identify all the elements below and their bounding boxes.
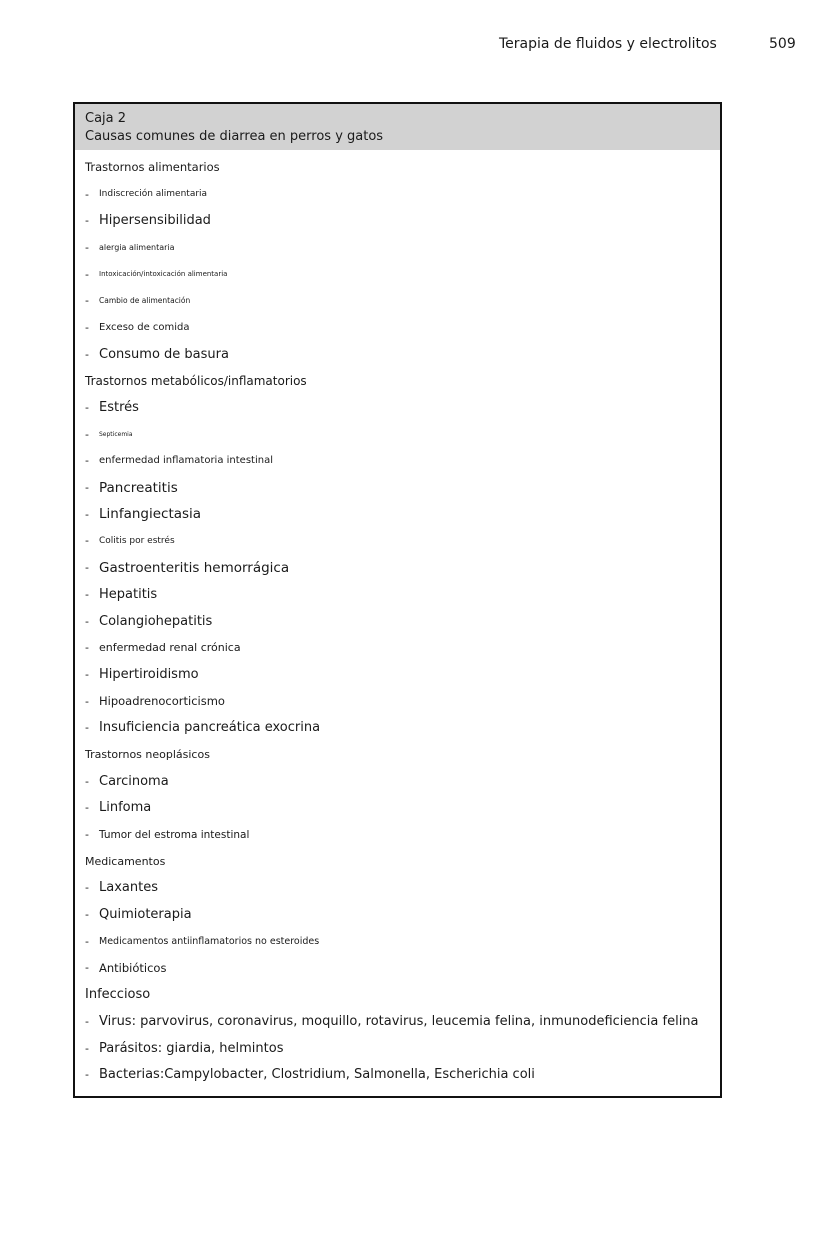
section-heading: Medicamentos — [85, 854, 166, 868]
list-item — [75, 795, 720, 822]
list-item — [75, 234, 720, 261]
list-item — [75, 581, 720, 608]
bullet-dash: - — [85, 294, 89, 308]
list-item-text: Bacterias:Campylobacter, Clostridium, Salmonella, Escherichia coli — [99, 1067, 535, 1083]
list-item-text: Medicamentos antiinflamatorios no esteroides — [99, 935, 320, 947]
bullet-dash: - — [85, 774, 89, 788]
list-item-text: Linfangiectasia — [99, 506, 202, 523]
box-title: Causas comunes de diarrea en perros y gatos — [85, 129, 384, 144]
list-item-text: Virus: parvovirus, coronavirus, moquillo, rotavirus, leucemia felina, inmunodeficiencia felina — [99, 1013, 699, 1029]
list-item — [75, 1061, 720, 1088]
list-item-text: Cambio de alimentación — [99, 296, 191, 306]
list-item — [75, 528, 720, 555]
page-number: 509 — [769, 36, 796, 52]
list-item-text: Hepatitis — [99, 586, 158, 602]
bullet-dash: - — [85, 614, 89, 628]
bullet-dash: - — [85, 828, 89, 842]
list-item-text: Laxantes — [99, 880, 158, 896]
list-item-text: enfermedad inflamatoria intestinal — [99, 455, 273, 467]
bullet-dash: - — [85, 667, 89, 681]
box-header — [75, 104, 720, 150]
list-item-text: Antibióticos — [99, 960, 167, 975]
bullet-dash: - — [85, 401, 89, 415]
list-item — [75, 1035, 720, 1062]
list-item-text: Hipersensibilidad — [99, 213, 211, 229]
list-item — [75, 821, 720, 848]
section-heading: Trastornos alimentarios — [85, 160, 220, 175]
list-item-text: Quimioterapia — [99, 907, 192, 923]
list-item — [75, 554, 720, 581]
list-item-text: Colitis por estrés — [99, 535, 175, 546]
list-item-text: Hipoadrenocorticismo — [99, 694, 225, 709]
bullet-dash: - — [85, 881, 89, 895]
list-item-text: Pancreatitis — [99, 479, 178, 496]
list-item-text: Consumo de basura — [99, 346, 229, 362]
bullet-dash: - — [85, 507, 89, 521]
section-heading: Trastornos metabólicos/inflamatorios — [85, 373, 307, 388]
list-item-text: Estrés — [99, 400, 139, 416]
list-item-text: Indiscreción alimentaria — [99, 189, 208, 200]
list-item-text: Carcinoma — [99, 773, 169, 789]
list-item — [75, 181, 720, 208]
list-item — [75, 394, 720, 421]
list-item — [75, 287, 720, 314]
list-item-text: enfermedad renal crónica — [99, 641, 241, 655]
list-item — [75, 955, 720, 982]
list-item — [75, 421, 720, 448]
bullet-dash: - — [85, 187, 89, 201]
bullet-dash: - — [85, 1068, 89, 1082]
list-item — [75, 928, 720, 955]
list-item — [75, 714, 720, 741]
list-item-text: Exceso de comida — [99, 321, 190, 333]
bullet-dash: - — [85, 961, 89, 975]
bullet-dash: - — [85, 240, 89, 254]
bullet-dash: - — [85, 721, 89, 735]
list-item-text: Parásitos: giardia, helmintos — [99, 1040, 284, 1056]
running-header-title: Terapia de fluidos y electrolitos — [499, 36, 717, 52]
list-item — [75, 688, 720, 715]
bullet-dash: - — [85, 694, 89, 708]
box-label: Caja 2 — [85, 111, 127, 126]
list-item — [75, 661, 720, 688]
list-item — [75, 901, 720, 928]
list-item-text: Linfoma — [99, 800, 152, 816]
list-item-text: alergia alimentaria — [99, 242, 175, 252]
bullet-dash: - — [85, 1041, 89, 1055]
list-item-text: Hipertiroidismo — [99, 666, 199, 682]
list-item — [75, 501, 720, 528]
bullet-dash: - — [85, 534, 89, 548]
bullet-dash: - — [85, 1014, 89, 1028]
bullet-dash: - — [85, 347, 89, 361]
box-2 — [73, 102, 722, 1098]
list-item-text: Tumor del estroma intestinal — [99, 828, 250, 841]
list-item — [75, 314, 720, 341]
list-item — [75, 474, 720, 501]
list-item — [75, 875, 720, 902]
list-item-text: Gastroenteritis hemorrágica — [99, 559, 290, 576]
bullet-dash: - — [85, 427, 89, 441]
bullet-dash: - — [85, 801, 89, 815]
bullet-dash: - — [85, 454, 89, 468]
bullet-dash: - — [85, 267, 89, 281]
bullet-dash: - — [85, 641, 89, 655]
bullet-dash: - — [85, 320, 89, 334]
section-heading: Trastornos neoplásicos — [85, 747, 210, 761]
list-item — [75, 261, 720, 288]
list-item — [75, 1008, 720, 1035]
list-item-text: Intoxicación/intoxicación alimentaria — [99, 270, 228, 279]
list-item — [75, 634, 720, 661]
box-content — [75, 150, 720, 1088]
list-item — [75, 768, 720, 795]
bullet-dash: - — [85, 908, 89, 922]
bullet-dash: - — [85, 561, 89, 575]
bullet-dash: - — [85, 587, 89, 601]
bullet-dash: - — [85, 934, 89, 948]
list-item — [75, 341, 720, 368]
bullet-dash: - — [85, 214, 89, 228]
list-item — [75, 207, 720, 234]
list-item — [75, 448, 720, 475]
list-item-text: Septicemia — [99, 430, 133, 438]
list-item-text: Colangiohepatitis — [99, 613, 213, 629]
bullet-dash: - — [85, 481, 89, 495]
section-heading: Infeccioso — [85, 987, 151, 1003]
list-item — [75, 608, 720, 635]
list-item-text: Insuficiencia pancreática exocrina — [99, 720, 321, 736]
